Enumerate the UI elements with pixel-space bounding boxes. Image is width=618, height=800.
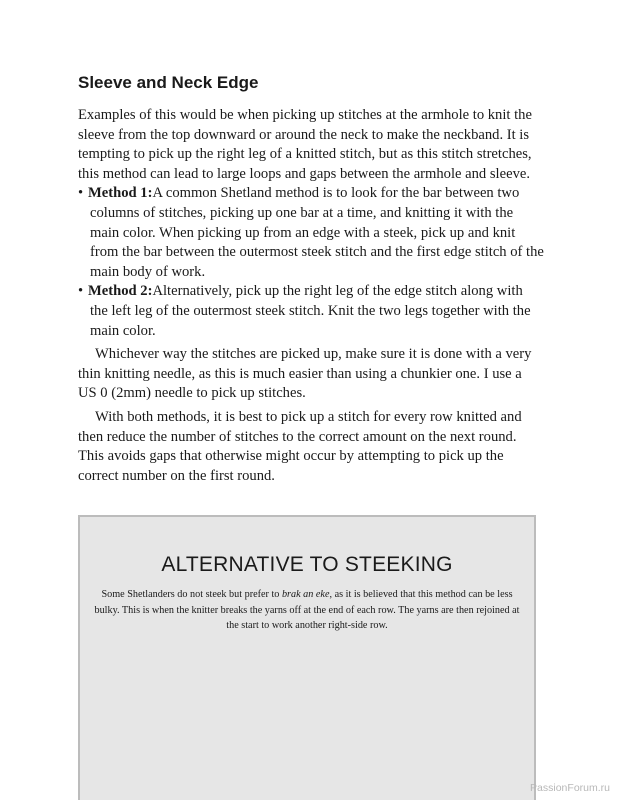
needle-paragraph: Whichever way the stitches are picked up, make sure it is done with a very thin knitting needle, as this is much easier than using a chunkier one. I use a US 0 (2mm) needle to pick up stitches. [78,346,532,402]
section-heading: Sleeve and Neck Edge [78,73,259,92]
method-term: Method 1: [88,185,153,202]
methods-list [78,184,544,341]
method-text: A common Shetland method is to look for the bar between two columns of stitches, picking up one bar at a time, and knitting it with the main color. When picking up from an edge with a steek, pick up and knit from the bar between the outermost steek stitch and the first edge stitch of the main body of work. [90,185,544,280]
method-term: Method 2: [88,283,153,300]
bullet-icon: • [78,185,84,202]
list-item [78,184,544,282]
sidebar-text-start: Some Shetlanders do not steek but prefer to [101,589,282,600]
both-methods-paragraph: With both methods, it is best to pick up a stitch for every row knitted and then reduce the number of stitches to the correct amount on the next round. This avoids gaps that otherwise might occur by attempting to pick up the correct number on the first round. [78,408,522,484]
sidebar-text-end: , as it is believed that this method can be less bulky. This is when the knitter breaks the yarns off at the end of each row. The yarns are then rejoined at the start to work another right-side row. [94,589,520,631]
list-item [78,282,544,341]
sidebar-term: brak an eke [281,589,330,600]
sidebar-box [78,515,536,800]
sidebar-text [94,587,520,634]
method-text: Alternatively, pick up the right leg of the edge stitch along with the left leg of the outermost steek stitch. Knit the two legs together with the main color. [90,283,531,339]
sidebar-title: ALTERNATIVE TO STEEKING [161,553,453,576]
bullet-icon: • [78,283,84,300]
article-body [78,70,544,486]
intro-paragraph: Examples of this would be when picking up stitches at the armhole to knit the sleeve from the top downward or around the neck to make the neckband. It is tempting to pick up the right leg of a knitted stitch, but as this stitch stretches, this method can lead to large loops and gaps between the armhole and sleeve. [78,107,532,182]
watermark: PassionForum.ru [530,782,610,794]
